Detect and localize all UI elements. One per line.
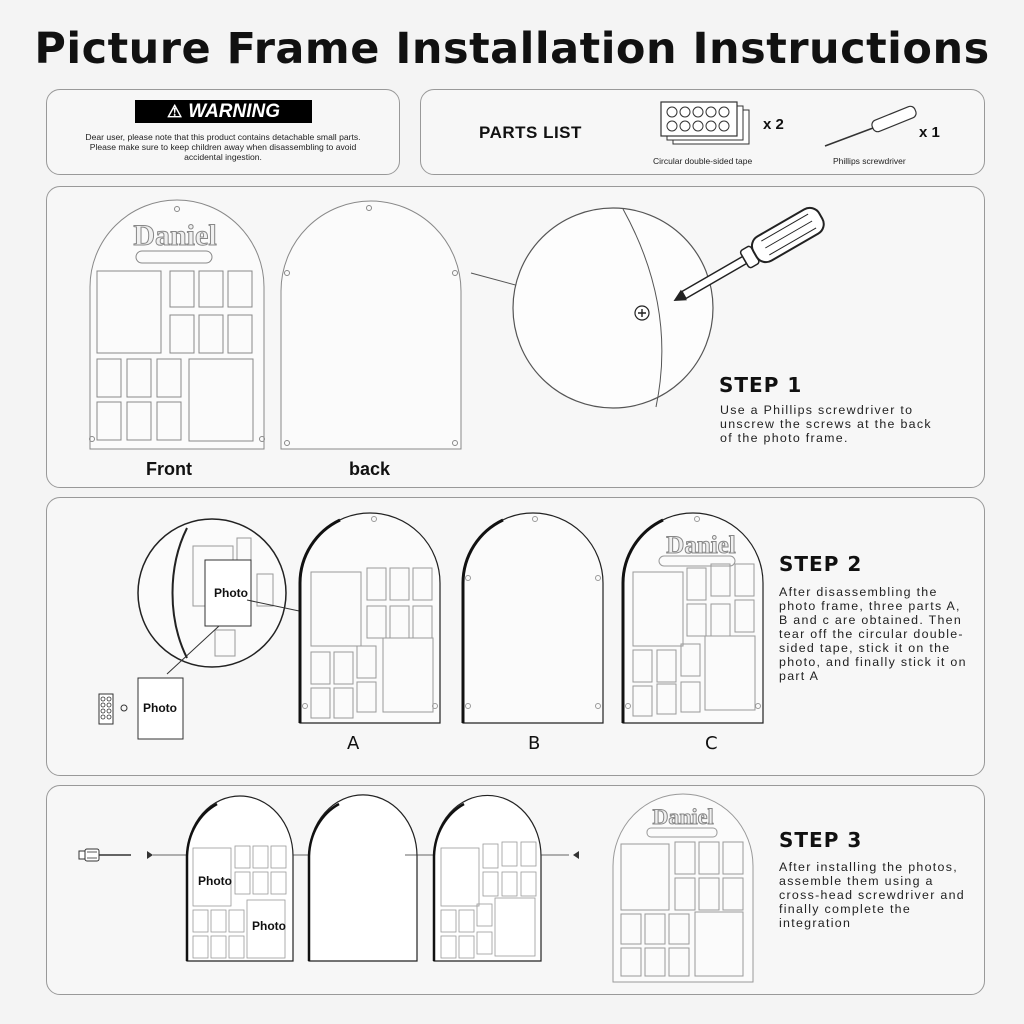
final-name-engraving: Daniel <box>652 804 714 829</box>
photo-label-large-2: Photo <box>252 919 286 933</box>
part-a-label: A <box>347 733 360 754</box>
warning-text: Dear user, please note that this product contains detachable small parts. Please make sure to keep children away when disassembling to avoid accidental ingestion. <box>85 132 361 162</box>
warning-banner <box>135 100 312 123</box>
screwdriver-icon <box>79 849 131 861</box>
front-label: Front <box>146 459 192 479</box>
photo-label-card: Photo <box>143 701 177 715</box>
c-name-engraving: Daniel <box>666 532 736 559</box>
parts-list-panel <box>420 89 985 175</box>
screwdriver-qty: x 1 <box>919 124 940 141</box>
part-c-label: C <box>705 733 718 754</box>
back-label: back <box>349 459 391 479</box>
step2-text: After disassembling the photo frame, three parts A, B and c are obtained. Then tear off the circular double-sided tape, stick it on the photo, and finally stick it on part A <box>779 585 967 683</box>
step1-panel <box>46 186 985 488</box>
photo-label-large: Photo <box>198 874 232 888</box>
step3-heading: STEP 3 <box>779 828 863 852</box>
warning-triangle-icon: ⚠ <box>166 101 183 121</box>
tape-qty: x 2 <box>763 116 784 133</box>
page-title: Picture Frame Installation Instructions <box>34 24 990 74</box>
front-name-engraving: Daniel <box>133 219 217 252</box>
tape-name: Circular double-sided tape <box>653 156 753 166</box>
screw-icon <box>147 851 153 859</box>
step3-panel <box>46 785 985 995</box>
parts-list-title: PARTS LIST <box>479 123 582 142</box>
back-frame <box>281 201 461 449</box>
step1-heading: STEP 1 <box>719 373 803 397</box>
warning-label: WARNING <box>188 100 281 122</box>
step2-panel <box>46 497 985 776</box>
screwdriver-name: Phillips screwdriver <box>833 156 906 166</box>
step2-heading: STEP 2 <box>779 552 863 576</box>
step3-text: After installing the photos, assemble them using a cross-head screwdriver and finally complete the integration <box>779 860 965 930</box>
warning-panel <box>46 89 400 175</box>
part-b-label: B <box>528 733 541 754</box>
magnifier-circle <box>513 208 713 408</box>
photo-label-zoom: Photo <box>214 586 248 600</box>
step1-text: Use a Phillips screwdriver to unscrew the screws at the back of the photo frame. <box>720 403 932 445</box>
